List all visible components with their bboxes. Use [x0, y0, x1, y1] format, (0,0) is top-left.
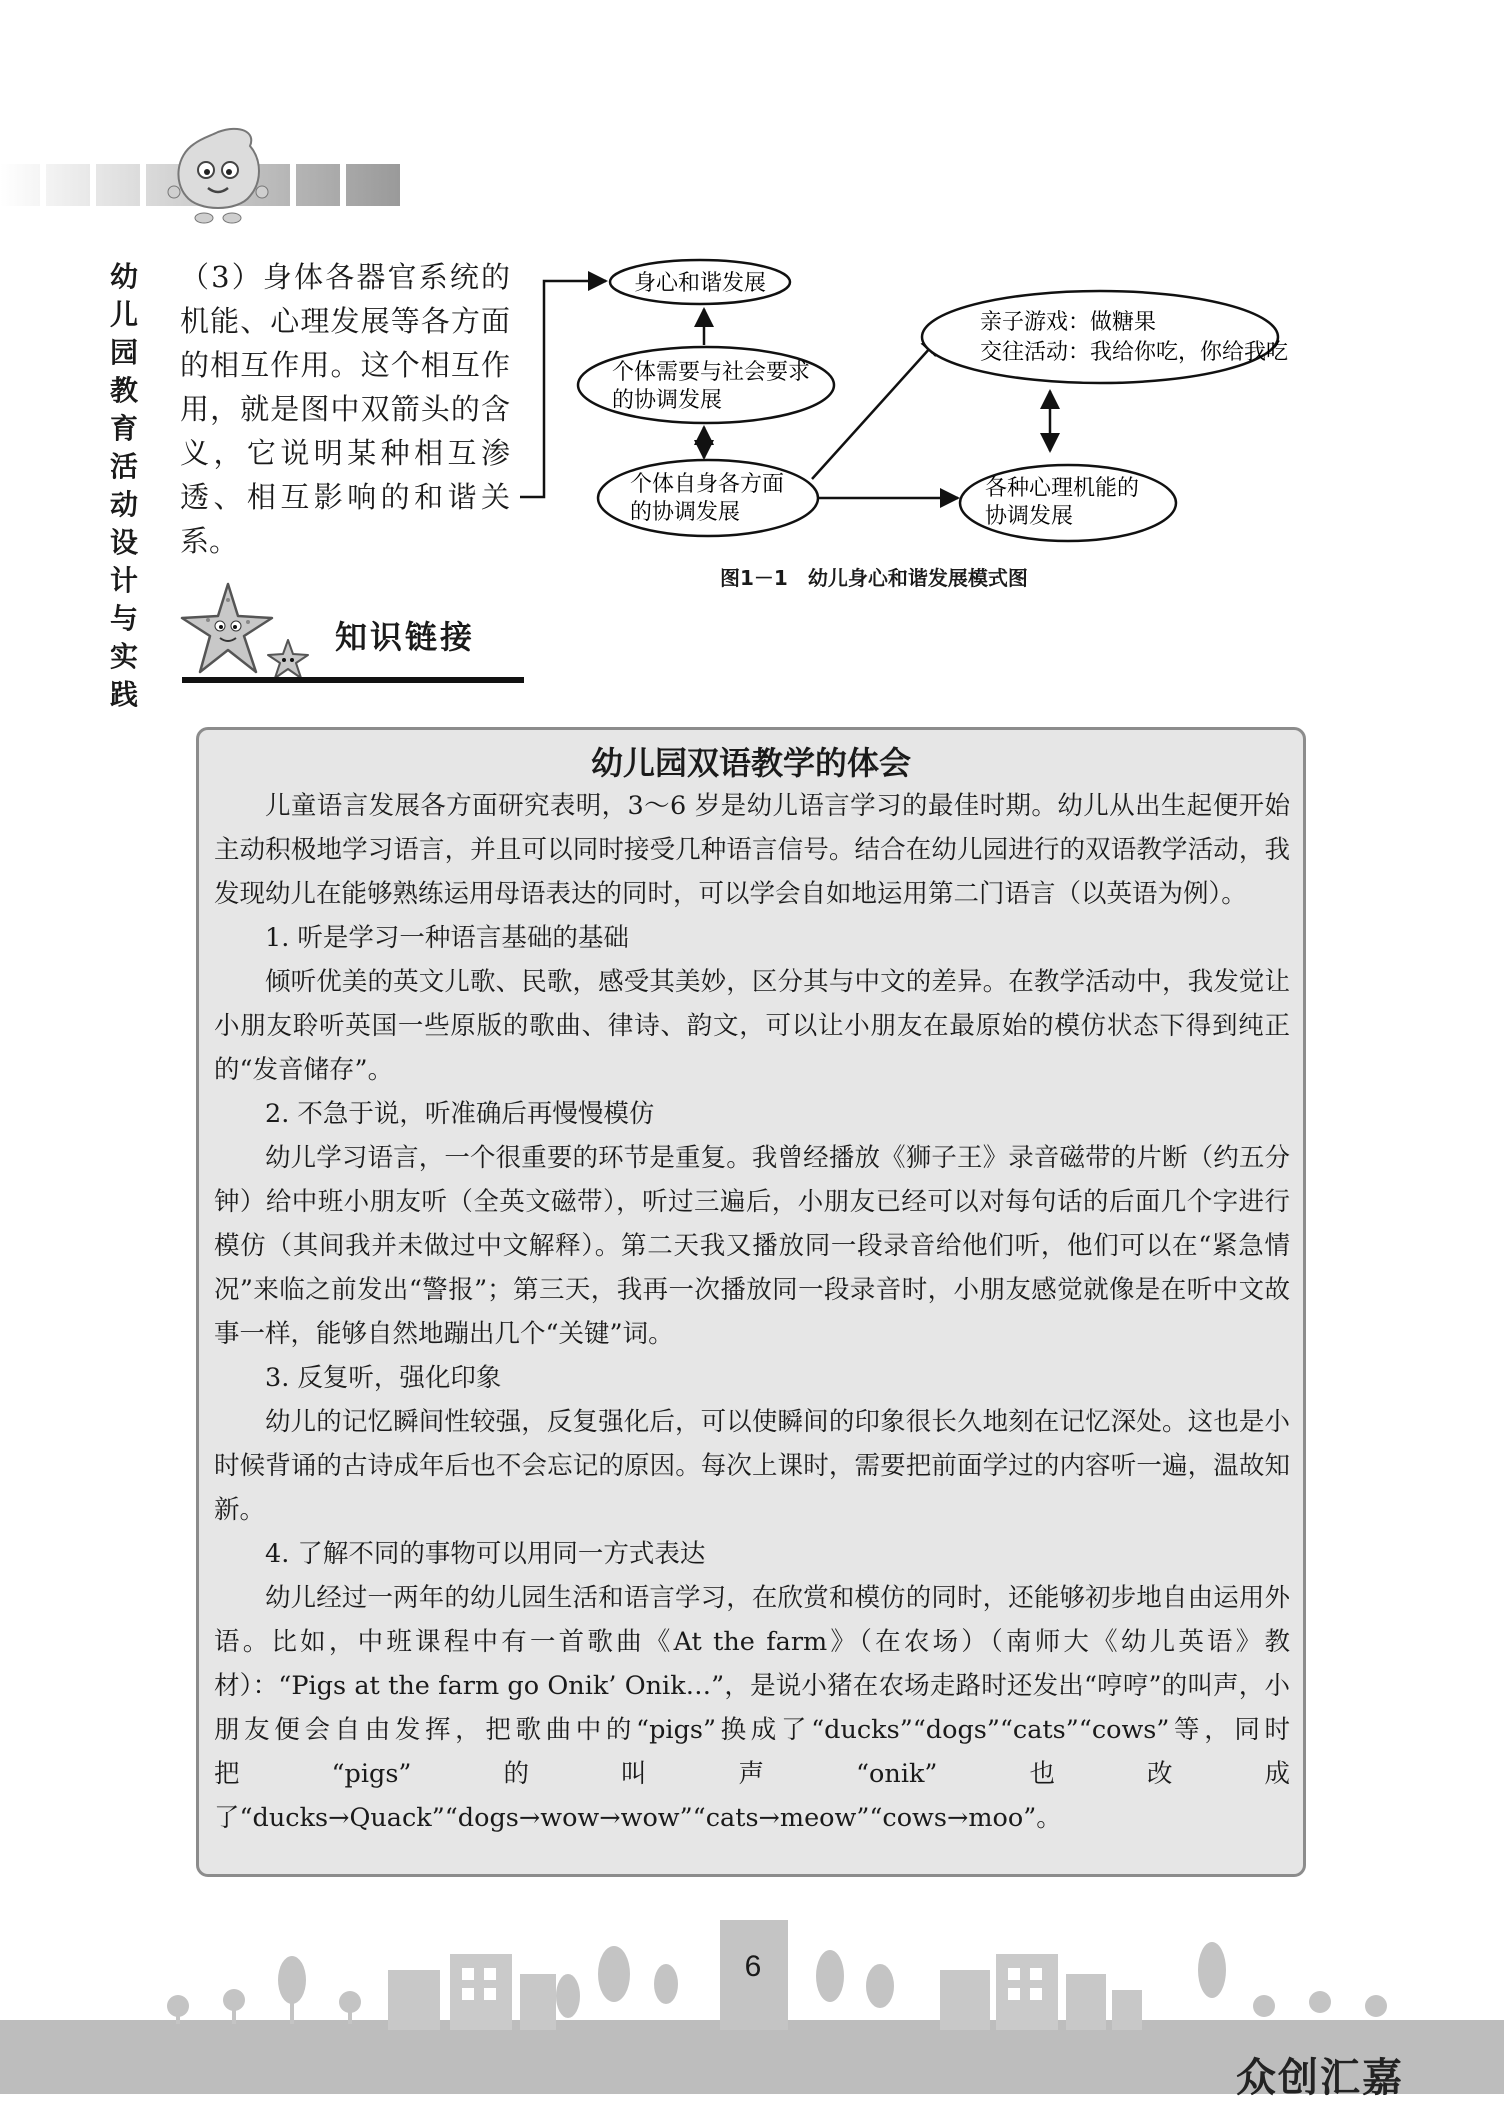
- article-paragraph: 幼儿的记忆瞬间性较强，反复强化后，可以使瞬间的印象很长久地刻在记忆深处。这也是小时候背诵的古诗成年后也不会忘记的原因。每次上课时，需要把前面学过的内容听一遍，温故知新。: [214, 1407, 1290, 1525]
- article-title: 幼儿园双语教学的体会: [590, 744, 911, 782]
- node-self-line1: 个体自身各方面: [630, 472, 785, 497]
- article-subheading: 4. 了解不同的事物可以用同一方式表达: [265, 1539, 706, 1569]
- article-paragraph: 幼儿经过一两年的幼儿园生活和语言学习，在欣赏和模仿的同时，还能够初步地自由运用外语。比如，中班课程中有一首歌曲《At the farm》（在农场）（南师大《幼儿英语》教材）：“Pigs at the farm go Onik’ Onik…”，是说小猪在农场走路时还发出“哼哼”的叫声，小朋友便会自由发挥，把歌曲中的“pigs”换成了“ducks”“dogs”“cats”“cows”等，同时把“pigs”的叫声“onik”也改成了“ducks→Quack”“dogs→wow→wow”“cats→meow”“cows→moo”。: [214, 1583, 1290, 1833]
- node-game-line1: 亲子游戏：做糖果: [980, 310, 1157, 335]
- knowledge-link-heading: 知识链接: [335, 618, 476, 656]
- node-game-line2: 交往活动：我给你吃，你给我吃: [980, 340, 1289, 365]
- article-paragraph: 儿童语言发展各方面研究表明，3～6 岁是幼儿语言学习的最佳时期。幼儿从出生起便开始主动积极地学习语言，并且可以同时接受几种语言信号。结合在幼儿园进行的双语教学活动，我发现幼儿在能够熟练运用母语表达的同时，可以学会自如地运用第二门语言（以英语为例）。: [214, 791, 1290, 909]
- mascot-icon: [158, 120, 278, 230]
- watermark-text: 众创汇嘉: [1236, 2055, 1404, 2101]
- node-self-line2: 的协调发展: [630, 500, 741, 525]
- page-number: 6: [744, 1950, 762, 1983]
- node-harmony-label: 身心和谐发展: [633, 271, 767, 296]
- article-subheading: 2. 不急于说，听准确后再慢慢模仿: [265, 1099, 655, 1129]
- node-needs-line2: 的协调发展: [612, 388, 723, 413]
- harmony-diagram: [520, 255, 1330, 555]
- heading-underline: [182, 677, 524, 683]
- article-paragraph: 倾听优美的英文儿歌、民歌，感受其美妙，区分其与中文的差异。在教学活动中，我发觉让小朋友聆听英国一些原版的歌曲、律诗、韵文，可以让小朋友在最原始的模仿状态下得到纯正的“发音储存”。: [214, 967, 1290, 1085]
- intro-paragraph: （3）身体各器官系统的机能、心理发展等各方面的相互作用。这个相互作用，就是图中双箭头的含义，它说明某种相互渗透、相互影响的和谐关系。: [180, 260, 510, 558]
- article-subheading: 3. 反复听，强化印象: [265, 1363, 502, 1393]
- article-subheading: 1. 听是学习一种语言基础的基础: [265, 923, 629, 953]
- figure-caption: 图1－1 幼儿身心和谐发展模式图: [720, 566, 1028, 590]
- arrow-self-to-game: [812, 337, 940, 479]
- article-body: [214, 784, 1290, 1840]
- node-game: [922, 291, 1278, 383]
- node-psych-line2: 协调发展: [985, 504, 1074, 529]
- node-psych-line1: 各种心理机能的: [985, 476, 1140, 501]
- node-needs-line1: 个体需要与社会要求: [612, 360, 811, 385]
- book-title-vertical: 幼儿园教育活动设计与实践: [109, 260, 138, 711]
- starfish-icon: [178, 580, 328, 685]
- article-paragraph: 幼儿学习语言，一个很重要的环节是重复。我曾经播放《狮子王》录音磁带的片断（约五分钟）给中班小朋友听（全英文磁带），听过三遍后，小朋友已经可以对每句话的后面几个字进行模仿（其间我并未做过中文解释）。第二天我又播放同一段录音给他们听，他们可以在“紧急情况”来临之前发出“警报”；第三天，我再一次播放同一段录音时，小朋友感觉就像是在听中文故事一样，能够自然地蹦出几个“关键”词。: [214, 1143, 1290, 1349]
